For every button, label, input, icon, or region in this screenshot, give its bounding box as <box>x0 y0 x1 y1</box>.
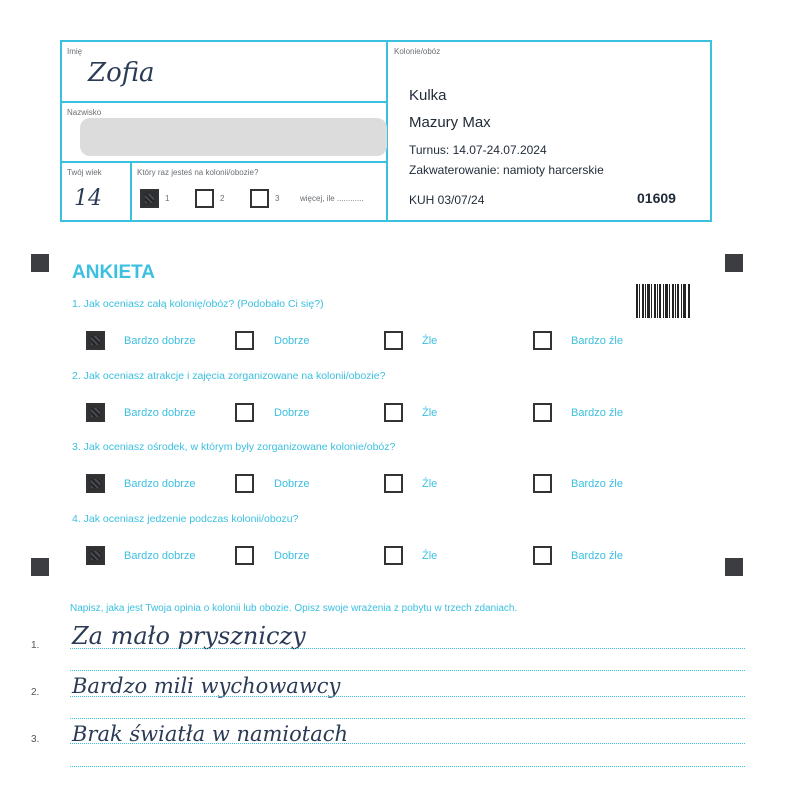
registration-marker-icon <box>725 254 743 272</box>
question-3-option-label: Źle <box>422 478 438 490</box>
age-value[interactable]: 14 <box>74 186 102 211</box>
question-3-checkbox-1[interactable] <box>86 474 105 493</box>
question-3-option-label: Bardzo dobrze <box>124 478 196 490</box>
question-2-option-label: Dobrze <box>274 407 310 419</box>
barcode-icon <box>636 284 690 318</box>
surname-label: Nazwisko <box>67 108 102 117</box>
question-2-checkbox-1[interactable] <box>86 403 105 422</box>
registration-marker-icon <box>31 254 49 272</box>
answer-number-3: 3. <box>31 734 40 745</box>
question-1-text: 1. Jak oceniasz całą kolonię/obóz? (Podobało Ci się?) <box>72 298 324 310</box>
survey-title: ANKIETA <box>72 262 156 283</box>
question-4-text: 4. Jak oceniasz jedzenie podczas kolonii/obozu? <box>72 513 299 525</box>
question-1-checkbox-3[interactable] <box>384 331 403 350</box>
times-checkbox-3[interactable] <box>250 189 269 208</box>
times-option-2: 2 <box>220 194 225 203</box>
question-1-option-label: Bardzo dobrze <box>124 335 196 347</box>
question-4-option-label: Bardzo źle <box>571 550 623 562</box>
question-4-checkbox-3[interactable] <box>384 546 403 565</box>
answer-line <box>70 648 745 649</box>
question-2-checkbox-3[interactable] <box>384 403 403 422</box>
question-4-option-label: Źle <box>422 550 438 562</box>
question-2-checkbox-2[interactable] <box>235 403 254 422</box>
question-4-checkbox-2[interactable] <box>235 546 254 565</box>
camp-line1: Kulka <box>409 87 447 104</box>
times-option-3: 3 <box>275 194 280 203</box>
question-3-checkbox-4[interactable] <box>533 474 552 493</box>
registration-marker-icon <box>725 558 743 576</box>
registration-marker-icon <box>31 558 49 576</box>
question-3-option-label: Bardzo źle <box>571 478 623 490</box>
question-1-checkbox-2[interactable] <box>235 331 254 350</box>
name-label: Imię <box>67 47 83 56</box>
times-checkbox-1[interactable] <box>140 189 159 208</box>
surname-redaction <box>80 118 387 156</box>
times-checkbox-2[interactable] <box>195 189 214 208</box>
question-1-option-label: Bardzo źle <box>571 335 623 347</box>
times-label: Który raz jesteś na kolonii/obozie? <box>137 168 259 177</box>
answer-line <box>70 670 745 671</box>
question-4-option-label: Bardzo dobrze <box>124 550 196 562</box>
question-3-checkbox-3[interactable] <box>384 474 403 493</box>
camp-label: Kolonie/obóz <box>394 47 441 56</box>
name-value[interactable]: Zofia <box>88 58 155 88</box>
camp-turnus: Turnus: 14.07-24.07.2024 <box>409 143 547 157</box>
question-3-checkbox-2[interactable] <box>235 474 254 493</box>
question-1-option-label: Źle <box>422 335 438 347</box>
times-option-more: więcej, ile ............ <box>300 194 364 203</box>
camp-accommodation: Zakwaterowanie: namioty harcerskie <box>409 163 604 177</box>
question-1-checkbox-1[interactable] <box>86 331 105 350</box>
question-4-checkbox-1[interactable] <box>86 546 105 565</box>
camp-code: KUH 03/07/24 <box>409 193 485 207</box>
question-3-text: 3. Jak oceniasz ośrodek, w którym były zorganizowane kolonie/obóz? <box>72 441 396 453</box>
question-2-option-label: Bardzo dobrze <box>124 407 196 419</box>
camp-line2: Mazury Max <box>409 114 491 131</box>
answer-number-2: 2. <box>31 687 40 698</box>
answer-line <box>70 696 745 697</box>
question-1-option-label: Dobrze <box>274 335 310 347</box>
question-4-option-label: Dobrze <box>274 550 310 562</box>
question-1-checkbox-4[interactable] <box>533 331 552 350</box>
answer-line <box>70 766 745 767</box>
answer-number-1: 1. <box>31 640 40 651</box>
age-label: Twój wiek <box>67 168 102 177</box>
answer-line <box>70 718 745 719</box>
question-2-option-label: Bardzo źle <box>571 407 623 419</box>
times-option-1: 1 <box>165 194 170 203</box>
opinion-prompt: Napisz, jaka jest Twoja opinia o kolonii lub obozie. Opisz swoje wrażenia z pobytu w trzech zdaniach. <box>70 603 518 614</box>
question-2-checkbox-4[interactable] <box>533 403 552 422</box>
answer-1[interactable]: Za mało pryszniczy <box>72 622 306 650</box>
question-2-option-label: Źle <box>422 407 438 419</box>
question-3-option-label: Dobrze <box>274 478 310 490</box>
answer-2[interactable]: Bardzo mili wychowawcy <box>72 674 341 698</box>
question-2-text: 2. Jak oceniasz atrakcje i zajęcia zorganizowane na kolonii/obozie? <box>72 370 386 382</box>
camp-number: 01609 <box>637 190 676 206</box>
answer-3[interactable]: Brak światła w namiotach <box>72 722 349 746</box>
question-4-checkbox-4[interactable] <box>533 546 552 565</box>
answer-line <box>70 743 745 744</box>
